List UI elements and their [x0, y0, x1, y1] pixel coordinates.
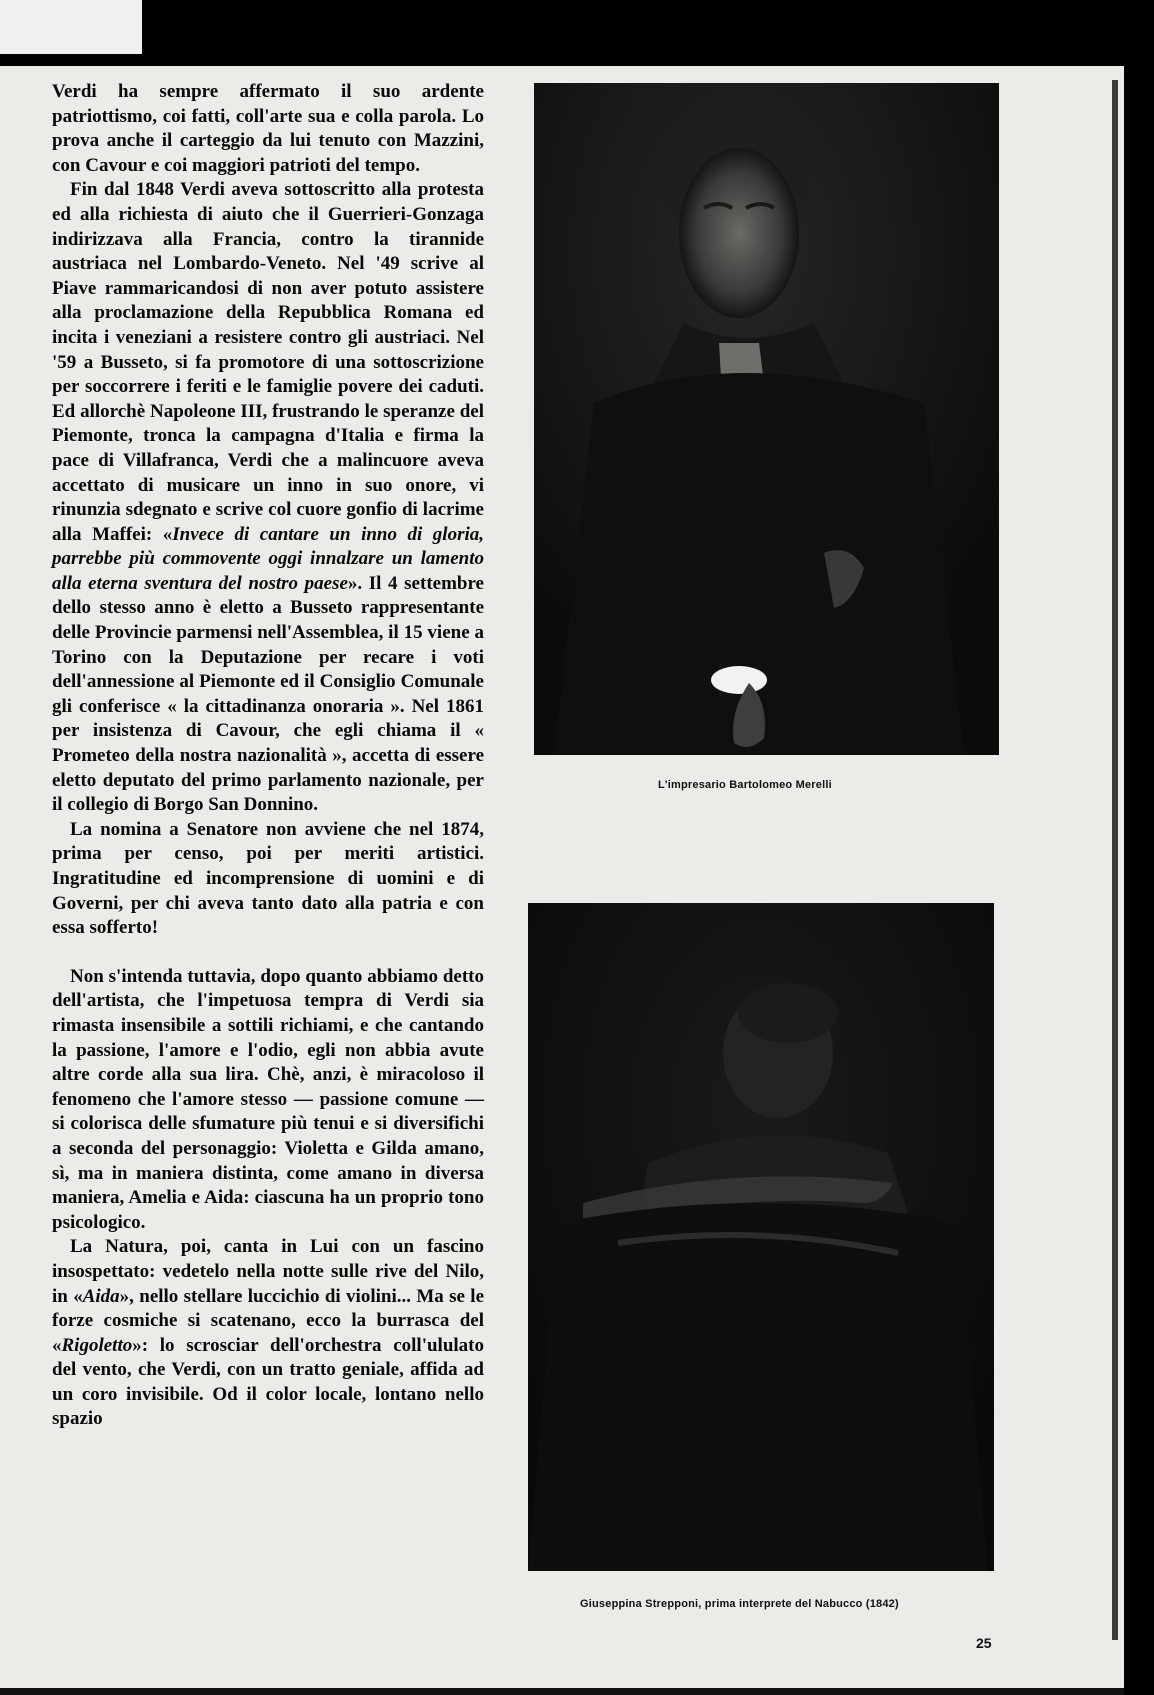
figure-caption: L'impresario Bartolomeo Merelli: [658, 779, 832, 791]
page-number: 25: [976, 1635, 992, 1651]
scan-edge: [1112, 80, 1118, 1640]
portrait-merelli-image: [534, 83, 999, 755]
top-border: [142, 0, 1154, 66]
corner-margin: [0, 0, 142, 54]
paragraph: Non s'intenda tuttavia, dopo quanto abbiamo detto dell'artista, che l'impetuosa tempra di Verdi sia rimasta insensibile a sottili richiami, e che cantando la passione, l'amore e l'odio, egli non abbia avute altre corde alla sua lira. Chè, anzi, è miracoloso il fenomeno che l'amore stesso — passione comune — si colorisca delle sfumature più tenui e si diversifichi a seconda del personaggio: Violetta e Gilda amano, sì, ma in maniera distinta, come amano in diversa maniera, Amelia e Aida: ciascuna ha un proprio tono psicologico.: [52, 965, 484, 1233]
paragraph: La nomina a Senatore non avviene che nel 1874, prima per censo, poi per meriti artistici. Ingratitudine ed incomprensione di uomini e di Governi, per chi aveva tanto dato alla patria e con essa sofferto!: [52, 818, 484, 939]
right-border: [1124, 0, 1154, 1695]
paragraph: Fin dal 1848 Verdi aveva sottoscritto alla protesta ed alla richiesta di aiuto che il Guerrieri-Gonzaga indirizzava alla Francia, contro la tirannide austriaca nel Lombardo-Veneto. Nel '49 scrive al Piave rammaricandosi di non aver potuto assistere alla proclamazione della Repubblica Romana ed incita i veneziani a resistere contro gli austriaci. Nel '59 a Busseto, si fa promotore di una sottoscrizione per soccorrere i feriti e le famiglie povere dei caduti. Ed allorchè Napoleone III, frustrando le speranze del Piemonte, tronca la campagna d'Italia e firma la pace di Villafranca, Verdi che a malincuore aveva accettato di musicare un inno in suo onore, vi rinunzia sdegnato e scrive col cuore gonfio di lacrime alla Maffei: «Invece di cantare un inno di gloria, parrebbe più commovente oggi innalzare un lamento alla eterna sventura del nostro paese». Il 4 settembre dello stesso anno è eletto a Busseto rappresentante delle Provincie parmensi nell'Assemblea, il 15 viene a Torino con la Deputazione per recare i voti dell'annessione al Piemonte ed il Consiglio Comunale gli conferisce « la cittadinanza onoraria ». Nel 1861 per insistenza di Cavour, che egli chiama il « Prometeo della nostra nazionalità », accetta di essere eletto deputato del primo parlamento nazionale, per il collegio di Borgo San Donnino.: [52, 179, 485, 816]
portrait-strepponi-image: [528, 903, 994, 1571]
figure-caption: Giuseppina Strepponi, prima interprete del Nabucco (1842): [580, 1598, 899, 1610]
portrait-strepponi: [528, 903, 994, 1571]
portrait-merelli: [534, 83, 999, 755]
paragraph: Verdi ha sempre affermato il suo ardente patriottismo, coi fatti, coll'arte sua e colla parola. Lo prova anche il carteggio da lui tenuto con Mazzini, con Cavour e coi maggiori patrioti del tempo.: [52, 81, 484, 176]
article-text: [52, 80, 484, 1432]
paragraph: La Natura, poi, canta in Lui con un fascino insospettato: vedetelo nella notte sulle rive del Nilo, in «Aida», nello stellare luccichio di violini... Ma se le forze cosmiche si scatenano, ecco la burrasca del «Rigoletto»: lo scrosciar dell'orchestra coll'ululato del vento, che Verdi, con un tratto geniale, affida ad un coro invisibile. Od il color locale, lontano nello spazio: [52, 1236, 484, 1430]
bottom-border: [0, 1688, 1124, 1695]
